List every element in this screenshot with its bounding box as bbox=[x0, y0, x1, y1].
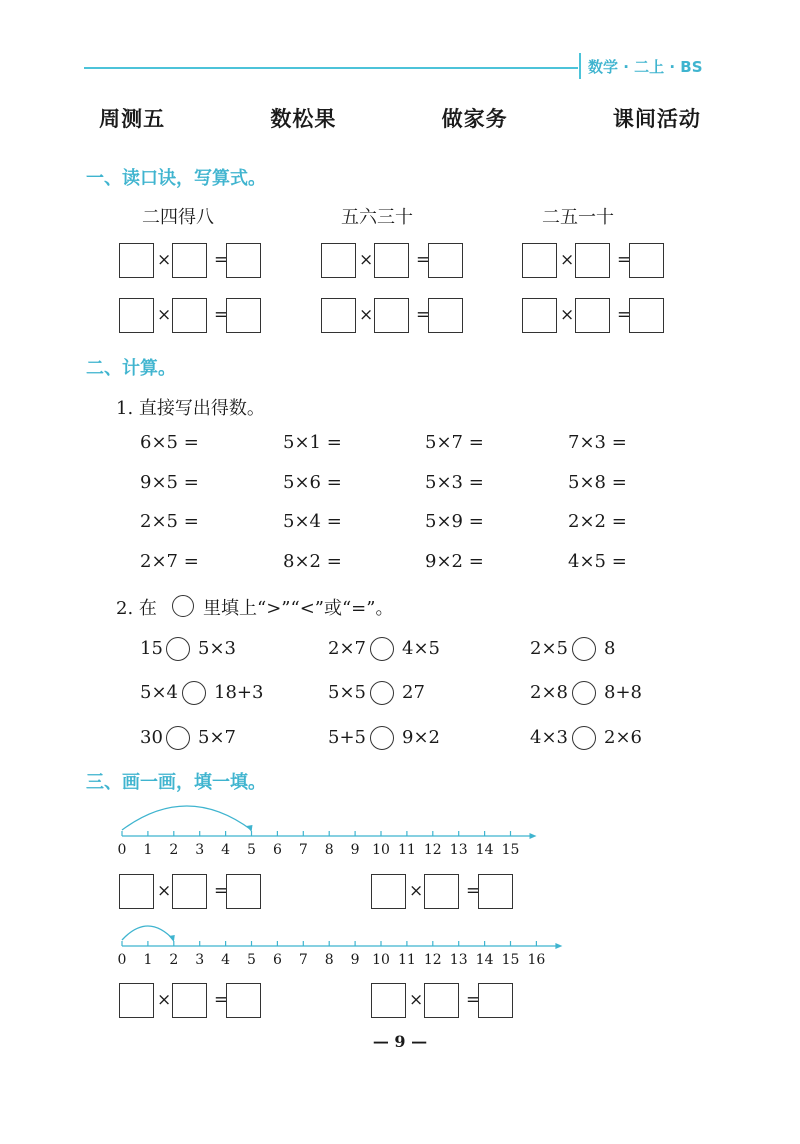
nl2-eq-left-product-box[interactable] bbox=[226, 983, 261, 1018]
nl1-label-0: 0 bbox=[117, 842, 127, 858]
compare-r1-c3-left: 2×5 bbox=[530, 638, 568, 659]
eq-r1-c3-product-box[interactable] bbox=[629, 243, 664, 278]
compare-r2-c2-right: 27 bbox=[402, 682, 425, 703]
calc-r4-c2: 8×2 = bbox=[283, 551, 342, 572]
nl1-eq-left-equals-sign: = bbox=[214, 881, 229, 901]
nl1-eq-right-times-sign: × bbox=[409, 881, 424, 901]
eq-r2-c2-product-box[interactable] bbox=[428, 298, 463, 333]
rhyme-3: 二五一十 bbox=[542, 207, 614, 228]
nl1-eq-left-times-sign: × bbox=[157, 881, 172, 901]
compare-r1-c2-left: 2×7 bbox=[328, 638, 366, 659]
compare-r3-c2-right: 9×2 bbox=[402, 727, 440, 748]
nl2-label-2: 2 bbox=[169, 952, 179, 968]
nl1-label-15: 15 bbox=[501, 842, 520, 858]
calc-r4-c4: 4×5 = bbox=[568, 551, 627, 572]
calc-r1-c3: 5×7 = bbox=[425, 432, 484, 453]
nl2-eq-right-factor2-box[interactable] bbox=[424, 983, 459, 1018]
nl1-label-9: 9 bbox=[350, 842, 360, 858]
nl2-label-10: 10 bbox=[372, 952, 390, 968]
nl2-label-0: 0 bbox=[117, 952, 127, 968]
calc-r2-c4: 5×8 = bbox=[568, 472, 627, 493]
nl2-jump-arrowhead bbox=[169, 935, 175, 942]
q2-suffix: 里填上“>”“<”或“=”。 bbox=[203, 598, 394, 619]
nl2-label-12: 12 bbox=[423, 952, 442, 968]
nl2-label-9: 9 bbox=[350, 952, 360, 968]
eq-r1-c2-factor2-box[interactable] bbox=[374, 243, 409, 278]
nl2-label-4: 4 bbox=[221, 952, 231, 968]
nl1-eq-left-factor2-box[interactable] bbox=[172, 874, 207, 909]
calc-r2-c2: 5×6 = bbox=[283, 472, 342, 493]
nl1-eq-left-factor1-box[interactable] bbox=[119, 874, 154, 909]
nl1-label-13: 13 bbox=[449, 842, 468, 858]
nl2-eq-left-factor1-box[interactable] bbox=[119, 983, 154, 1018]
nl1-eq-left-product-box[interactable] bbox=[226, 874, 261, 909]
compare-r1-c3-circle[interactable] bbox=[572, 637, 596, 661]
eq-r1-c1-factor1-box[interactable] bbox=[119, 243, 154, 278]
eq-r2-c1-factor2-box[interactable] bbox=[172, 298, 207, 333]
eq-r1-c3-equals-sign: = bbox=[617, 250, 632, 270]
compare-r3-c1-right: 5×7 bbox=[198, 727, 236, 748]
section3-title: 三、画一画，填一填。 bbox=[86, 772, 266, 793]
section2-title: 二、计算。 bbox=[86, 358, 176, 379]
nl2-eq-right-product-box[interactable] bbox=[478, 983, 513, 1018]
page-number: — 9 — bbox=[372, 1032, 428, 1051]
eq-r2-c1-factor1-box[interactable] bbox=[119, 298, 154, 333]
nl1-label-8: 8 bbox=[324, 842, 334, 858]
nl2-eq-left-times-sign: × bbox=[157, 990, 172, 1010]
section1-title: 一、读口诀，写算式。 bbox=[86, 168, 266, 189]
eq-r1-c1-factor2-box[interactable] bbox=[172, 243, 207, 278]
nl2-eq-right-equals-sign: = bbox=[466, 990, 481, 1010]
eq-r1-c1-times-sign: × bbox=[157, 250, 172, 270]
nl1-label-4: 4 bbox=[221, 842, 231, 858]
nl2-label-7: 7 bbox=[298, 952, 308, 968]
nl2-label-8: 8 bbox=[324, 952, 334, 968]
compare-r1-c1-circle[interactable] bbox=[166, 637, 190, 661]
nl2-label-5: 5 bbox=[247, 952, 256, 968]
rhyme-2: 五六三十 bbox=[341, 207, 413, 228]
nl2-label-14: 14 bbox=[475, 952, 494, 968]
nl1-eq-right-factor2-box[interactable] bbox=[424, 874, 459, 909]
nl1-eq-right-factor1-box[interactable] bbox=[371, 874, 406, 909]
eq-r1-c3-factor2-box[interactable] bbox=[575, 243, 610, 278]
compare-r2-c3-left: 2×8 bbox=[530, 682, 568, 703]
eq-r2-c3-factor2-box[interactable] bbox=[575, 298, 610, 333]
eq-r2-c3-product-box[interactable] bbox=[629, 298, 664, 333]
nl2-label-11: 11 bbox=[397, 952, 416, 968]
eq-r2-c3-equals-sign: = bbox=[617, 305, 632, 325]
eq-r2-c1-product-box[interactable] bbox=[226, 298, 261, 333]
nl2-eq-right-factor1-box[interactable] bbox=[371, 983, 406, 1018]
compare-r2-c2-left: 5×5 bbox=[328, 682, 366, 703]
nl1-jump-arc bbox=[122, 806, 252, 830]
header-subject-tag: 数学 · 二上 · BS bbox=[588, 58, 703, 76]
eq-r1-c2-product-box[interactable] bbox=[428, 243, 463, 278]
nl1-label-3: 3 bbox=[195, 842, 205, 858]
compare-r2-c3-circle[interactable] bbox=[572, 681, 596, 705]
q2-circle-sample bbox=[172, 595, 194, 617]
number-line-2 bbox=[0, 915, 800, 975]
number-line-1-group bbox=[118, 806, 537, 858]
compare-r1-c3-right: 8 bbox=[604, 638, 616, 659]
compare-r2-c1-left: 5×4 bbox=[140, 682, 178, 703]
compare-r3-c3-right: 2×6 bbox=[604, 727, 642, 748]
nl2-jump-arc bbox=[122, 926, 174, 940]
eq-r2-c3-times-sign: × bbox=[560, 305, 575, 325]
eq-r1-c1-product-box[interactable] bbox=[226, 243, 261, 278]
nl1-eq-right-equals-sign: = bbox=[466, 881, 481, 901]
eq-r1-c3-factor1-box[interactable] bbox=[522, 243, 557, 278]
calc-r2-c1: 9×5 = bbox=[140, 472, 199, 493]
nl2-label-6: 6 bbox=[272, 952, 282, 968]
q1-title: 1. 直接写出得数。 bbox=[116, 398, 265, 419]
calc-r1-c1: 6×5 = bbox=[140, 432, 199, 453]
eq-r1-c2-times-sign: × bbox=[359, 250, 374, 270]
page-title: 周测五 数松果 做家务 课间活动 bbox=[99, 106, 701, 131]
compare-r3-c2-circle[interactable] bbox=[370, 726, 394, 750]
eq-r1-c2-equals-sign: = bbox=[416, 250, 431, 270]
number-line-2-group bbox=[118, 926, 563, 968]
compare-r1-c2-circle[interactable] bbox=[370, 637, 394, 661]
nl2-eq-right-times-sign: × bbox=[409, 990, 424, 1010]
header-rule-tick bbox=[579, 53, 581, 79]
eq-r1-c3-times-sign: × bbox=[560, 250, 575, 270]
compare-r1-c2-right: 4×5 bbox=[402, 638, 440, 659]
nl1-label-11: 11 bbox=[397, 842, 416, 858]
compare-r3-c3-circle[interactable] bbox=[572, 726, 596, 750]
eq-r1-c2-factor1-box[interactable] bbox=[321, 243, 356, 278]
calc-r1-c4: 7×3 = bbox=[568, 432, 627, 453]
compare-r2-c1-circle[interactable] bbox=[182, 681, 206, 705]
calc-r3-c4: 2×2 = bbox=[568, 511, 627, 532]
nl1-label-2: 2 bbox=[169, 842, 179, 858]
calc-r3-c3: 5×9 = bbox=[425, 511, 484, 532]
nl1-label-1: 1 bbox=[143, 842, 153, 858]
nl2-label-1: 1 bbox=[143, 952, 153, 968]
compare-r2-c3-right: 8+8 bbox=[604, 682, 642, 703]
eq-r2-c1-equals-sign: = bbox=[214, 305, 229, 325]
nl1-label-14: 14 bbox=[475, 842, 494, 858]
nl1-jump-arrowhead bbox=[247, 825, 253, 832]
compare-r1-c1-left: 15 bbox=[140, 638, 163, 659]
compare-r1-c1-right: 5×3 bbox=[198, 638, 236, 659]
rhyme-1: 二四得八 bbox=[142, 207, 214, 228]
eq-r2-c2-times-sign: × bbox=[359, 305, 374, 325]
calc-r3-c2: 5×4 = bbox=[283, 511, 342, 532]
nl1-eq-right-product-box[interactable] bbox=[478, 874, 513, 909]
eq-r2-c2-equals-sign: = bbox=[416, 305, 431, 325]
nl1-arrow bbox=[530, 833, 537, 839]
compare-r2-c1-right: 18+3 bbox=[214, 682, 264, 703]
eq-r1-c1-equals-sign: = bbox=[214, 250, 229, 270]
number-line-1 bbox=[0, 795, 800, 865]
eq-r2-c3-factor1-box[interactable] bbox=[522, 298, 557, 333]
nl2-label-3: 3 bbox=[195, 952, 205, 968]
calc-r2-c3: 5×3 = bbox=[425, 472, 484, 493]
nl1-label-7: 7 bbox=[298, 842, 308, 858]
calc-r4-c3: 9×2 = bbox=[425, 551, 484, 572]
calc-r1-c2: 5×1 = bbox=[283, 432, 342, 453]
compare-r3-c1-left: 30 bbox=[140, 727, 163, 748]
compare-r3-c3-left: 4×3 bbox=[530, 727, 568, 748]
calc-r4-c1: 2×7 = bbox=[140, 551, 199, 572]
compare-r2-c2-circle[interactable] bbox=[370, 681, 394, 705]
eq-r2-c1-times-sign: × bbox=[157, 305, 172, 325]
nl2-arrow bbox=[555, 943, 562, 949]
nl2-eq-left-equals-sign: = bbox=[214, 990, 229, 1010]
nl2-label-15: 15 bbox=[501, 952, 520, 968]
calc-r3-c1: 2×5 = bbox=[140, 511, 199, 532]
eq-r2-c2-factor2-box[interactable] bbox=[374, 298, 409, 333]
compare-r3-c2-left: 5+5 bbox=[328, 727, 366, 748]
eq-r2-c2-factor1-box[interactable] bbox=[321, 298, 356, 333]
nl2-eq-left-factor2-box[interactable] bbox=[172, 983, 207, 1018]
nl1-label-12: 12 bbox=[423, 842, 442, 858]
q2-prefix: 2. 在 bbox=[116, 598, 157, 619]
nl1-label-6: 6 bbox=[272, 842, 282, 858]
nl2-label-16: 16 bbox=[527, 952, 546, 968]
nl1-label-10: 10 bbox=[372, 842, 390, 858]
nl1-label-5: 5 bbox=[247, 842, 256, 858]
nl2-label-13: 13 bbox=[449, 952, 468, 968]
compare-r3-c1-circle[interactable] bbox=[166, 726, 190, 750]
header-rule bbox=[84, 67, 578, 69]
